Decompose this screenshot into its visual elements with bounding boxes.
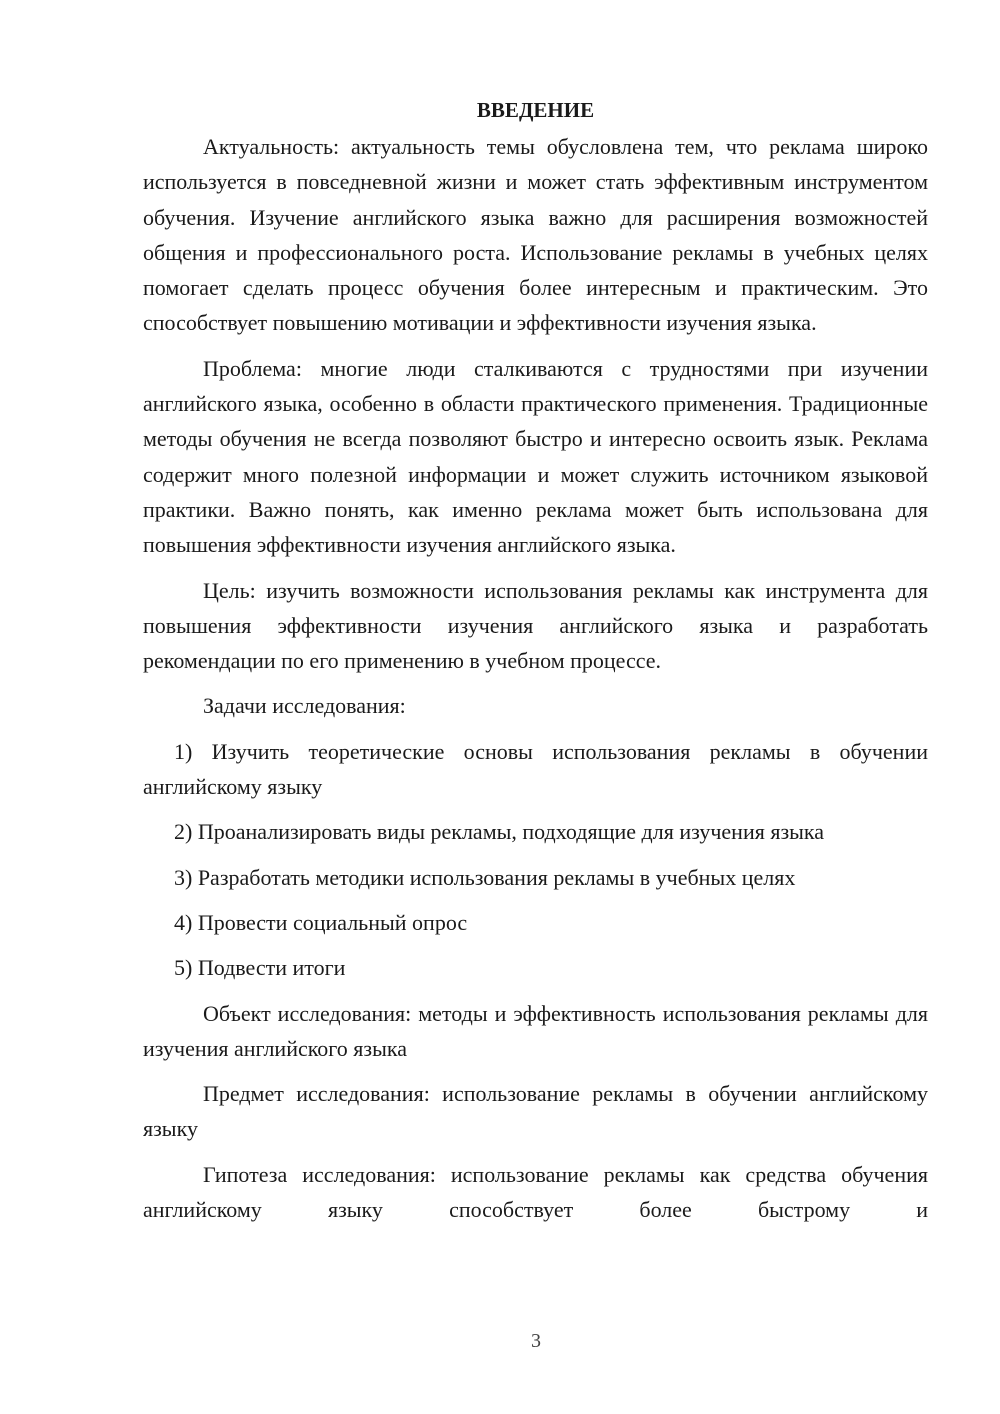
task-item-2: 2) Проанализировать виды рекламы, подходящие для изучения языка: [174, 819, 825, 845]
paragraph-subject: Предмет исследования: использование рекламы в обучении английскому языку: [143, 1081, 928, 1142]
task-item-5: 5) Подвести итоги: [174, 955, 346, 981]
paragraph-relevance: Актуальность: актуальность темы обусловлена тем, что реклама широко используется в повседневной жизни и может стать эффективным инструментом обучения. Изучение английского языка важно для расширения возможностей общения и профессионального роста. Использование рекламы в учебных целях помогает сделать процесс обучения более интересным и практическим. Это способствует повышению мотивации и эффективности изучения языка.: [143, 134, 928, 336]
paragraph-goal: Цель: изучить возможности использования рекламы как инструмента для повышения эффективности изучения английского языка и разработать рекомендации по его применению в учебном процессе.: [143, 577, 928, 674]
paragraph-problem: Проблема: многие люди сталкиваются с трудностями при изучении английского языка, особенно в области практического применения. Традиционные методы обучения не всегда позволяют быстро и интересно освоить язык. Реклама содержит много полезной информации и может служить источником языковой практики. Важно понять, как именно реклама может быть использована для повышения эффективности изучения английского языка.: [143, 355, 928, 558]
tasks-heading: Задачи исследования:: [203, 693, 406, 719]
document-page: [143, 92, 928, 1237]
paragraph-hypothesis: Гипотеза исследования: использование рекламы как средства обучения английскому языку способствует более быстрому и: [143, 1161, 928, 1223]
page-title: ВВЕДЕНИЕ: [476, 98, 595, 122]
task-item-3: 3) Разработать методики использования рекламы в учебных целях: [174, 864, 796, 890]
page-number: 3: [531, 1330, 541, 1352]
task-item-1: 1) Изучить теоретические основы использования рекламы в обучении английскому языку: [143, 738, 928, 800]
task-item-4: 4) Провести социальный опрос: [174, 909, 468, 935]
paragraph-object: Объект исследования: методы и эффективность использования рекламы для изучения английского языка: [143, 1000, 928, 1061]
